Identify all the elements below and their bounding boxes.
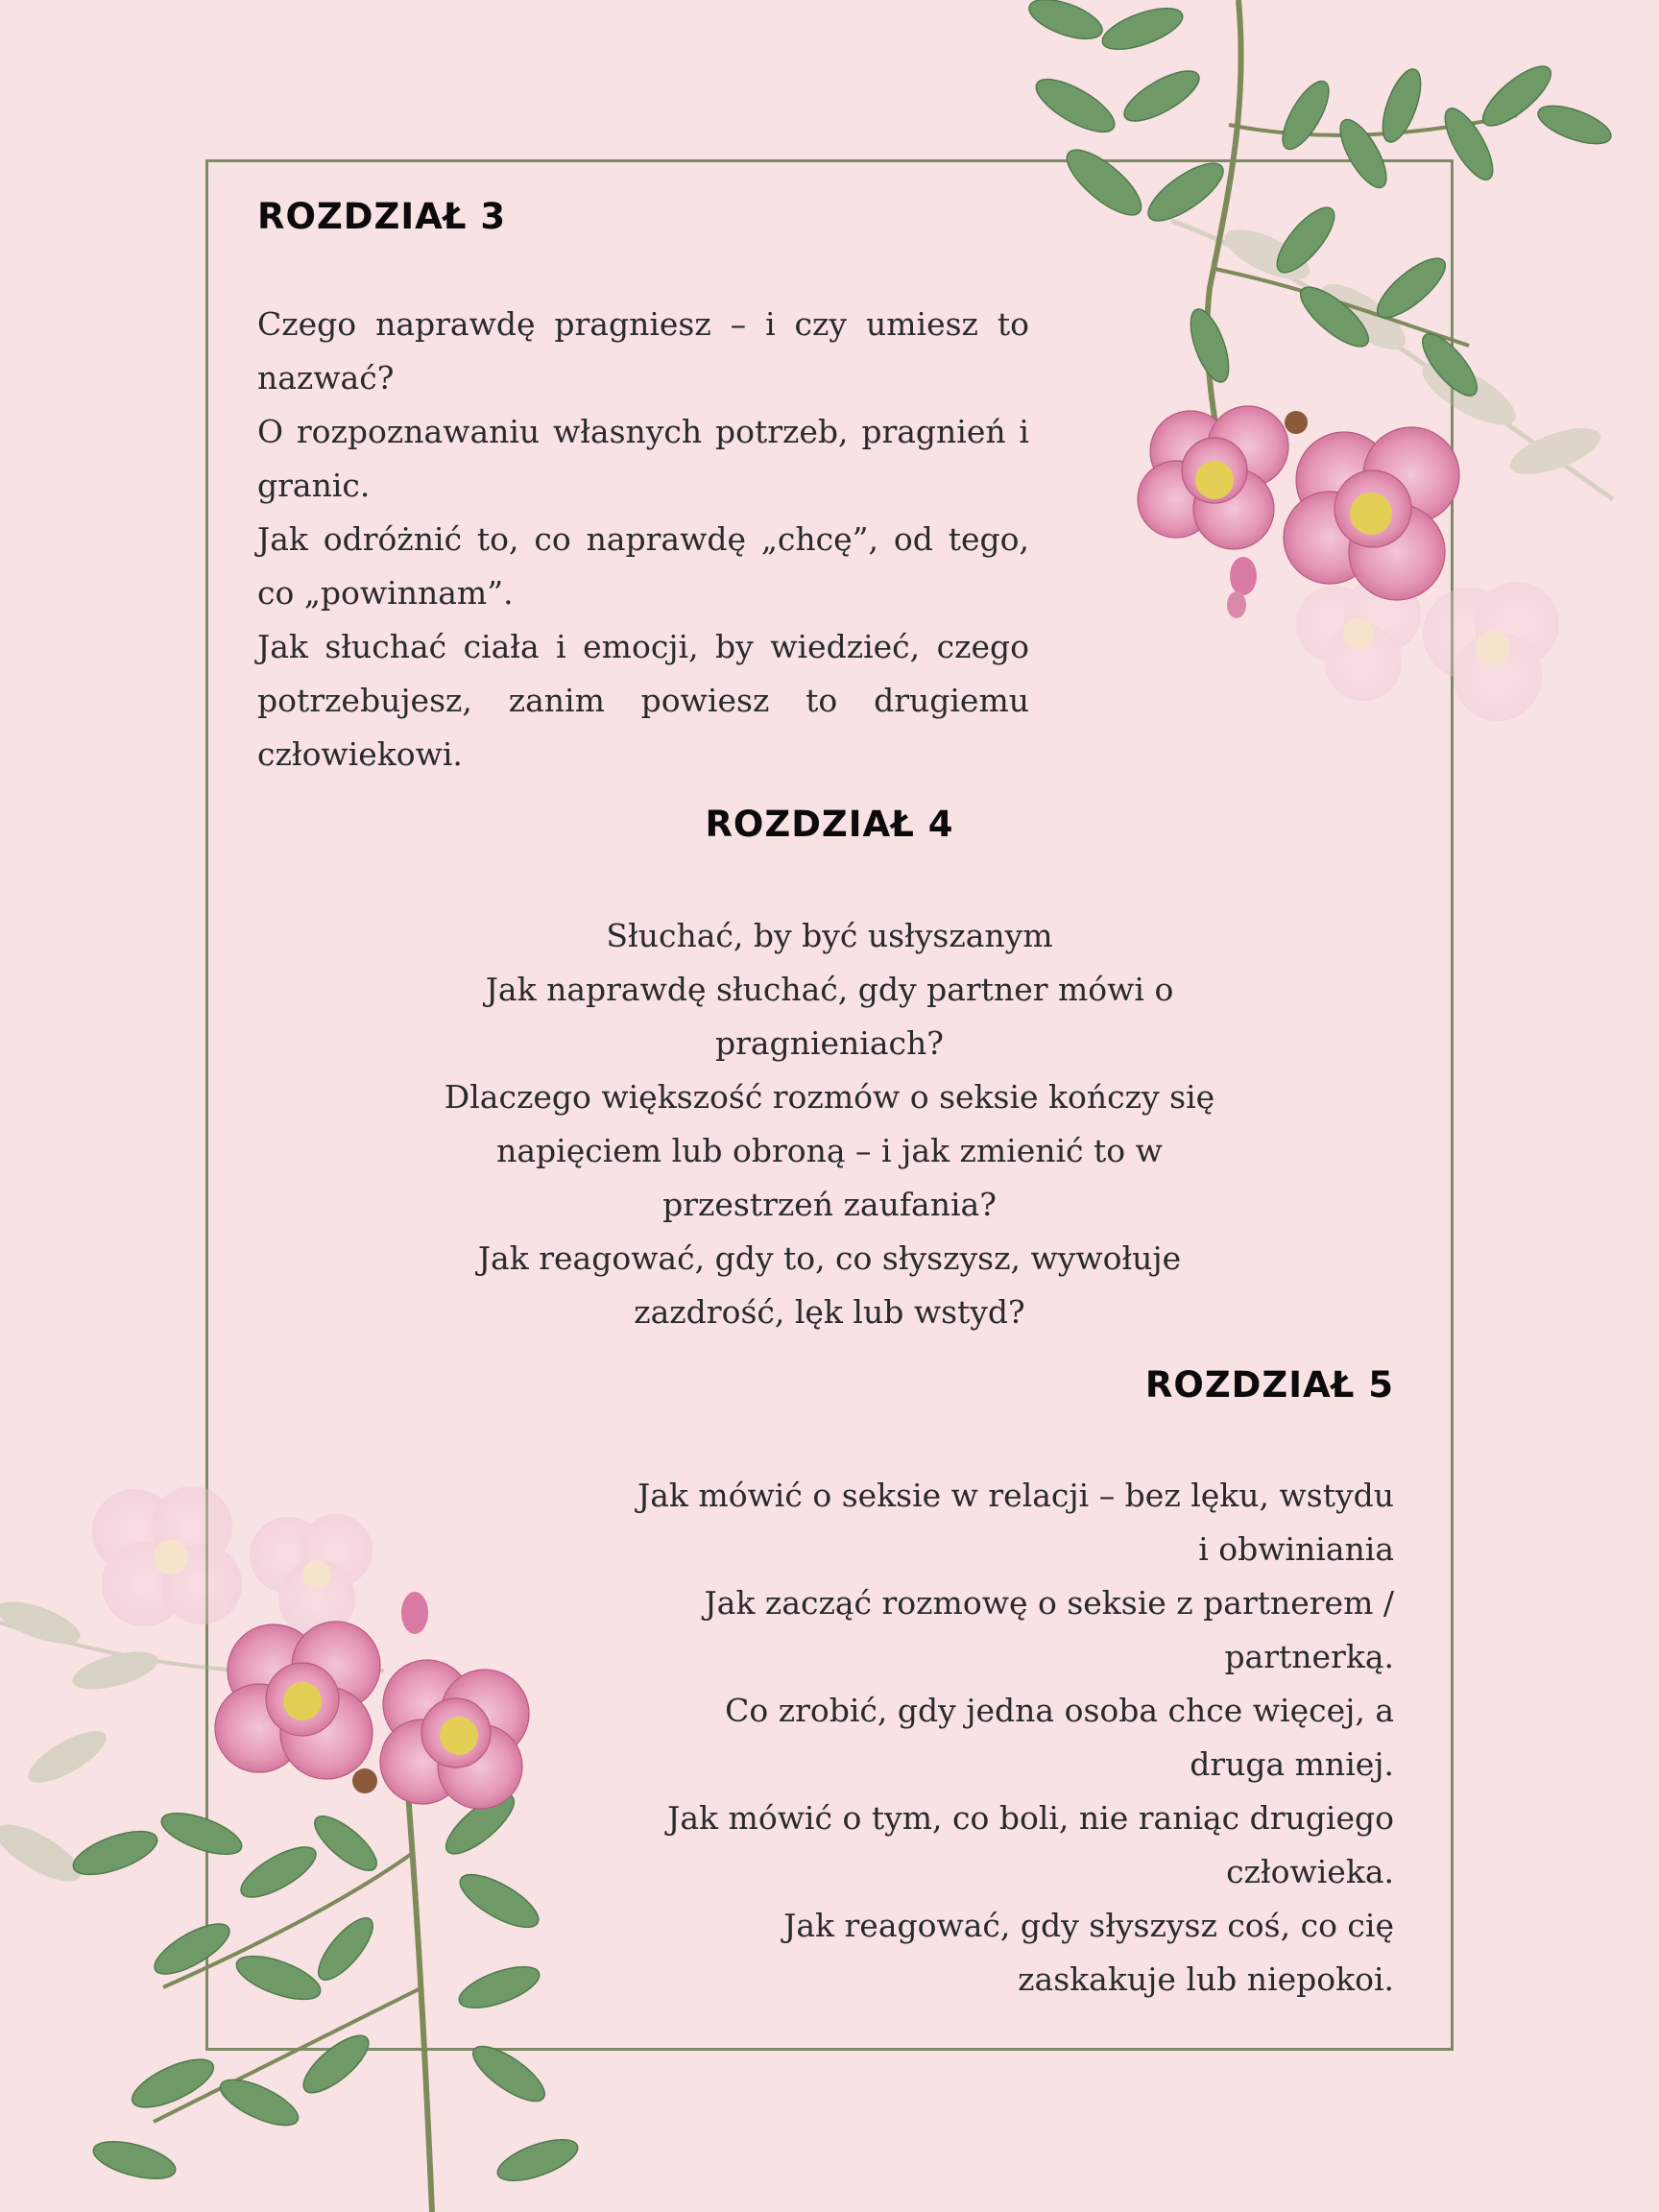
chapter-4-line: Jak naprawdę słuchać, gdy partner mówi o pragnieniach? (485, 971, 1174, 1062)
chapter-3-line: Czego naprawdę pragniesz – i czy umiesz to nazwać? (257, 305, 1029, 397)
chapter-3-line: Jak słuchać ciała i emocji, by wiedzieć, czego potrzebujesz, zanim powiesz to drugiemu człowiekowi. (257, 628, 1029, 773)
chapter-4-line: Dlaczego większość rozmów o seksie kończy się napięciem lub obroną – i jak zmienić to w przestrzeń zaufania? (444, 1078, 1215, 1223)
chapter-5-heading: ROZDZIAŁ 5 (1144, 1364, 1394, 1406)
chapter-4-line: Jak reagować, gdy to, co słyszysz, wywołuje zazdrość, lęk lub wstyd? (477, 1239, 1182, 1331)
chapter-3-heading: ROZDZIAŁ 3 (257, 196, 507, 237)
chapter-5-line: Co zrobić, gdy jedna osoba chce więcej, a druga mniej. (725, 1692, 1394, 1783)
chapter-5-line: Jak mówić o tym, co boli, nie raniąc drugiego człowieka. (667, 1799, 1394, 1890)
chapter-3-line: O rozpoznawaniu własnych potrzeb, pragnień i granic. (257, 413, 1029, 504)
chapter-5-line: Jak reagować, gdy słyszysz coś, co cię zaskakuje lub niepokoi. (783, 1907, 1394, 1998)
chapter-5-line: Jak mówić o seksie w relacji – bez lęku, wstydu i obwiniania (637, 1477, 1394, 1568)
chapter-4-line: Słuchać, by być usłyszanym (606, 917, 1053, 954)
chapter-3-text (257, 298, 1029, 781)
chapter-5-line: Jak zacząć rozmowę o seksie z partnerem / partnerką. (704, 1584, 1394, 1675)
chapter-4-heading: ROZDZIAŁ 4 (705, 804, 954, 845)
chapter-4-text (417, 909, 1242, 1339)
chapter-3-line: Jak odróżnić to, co naprawdę „chcę”, od tego, co „powinnam”. (257, 520, 1029, 612)
chapter-5-text (636, 1469, 1394, 2007)
